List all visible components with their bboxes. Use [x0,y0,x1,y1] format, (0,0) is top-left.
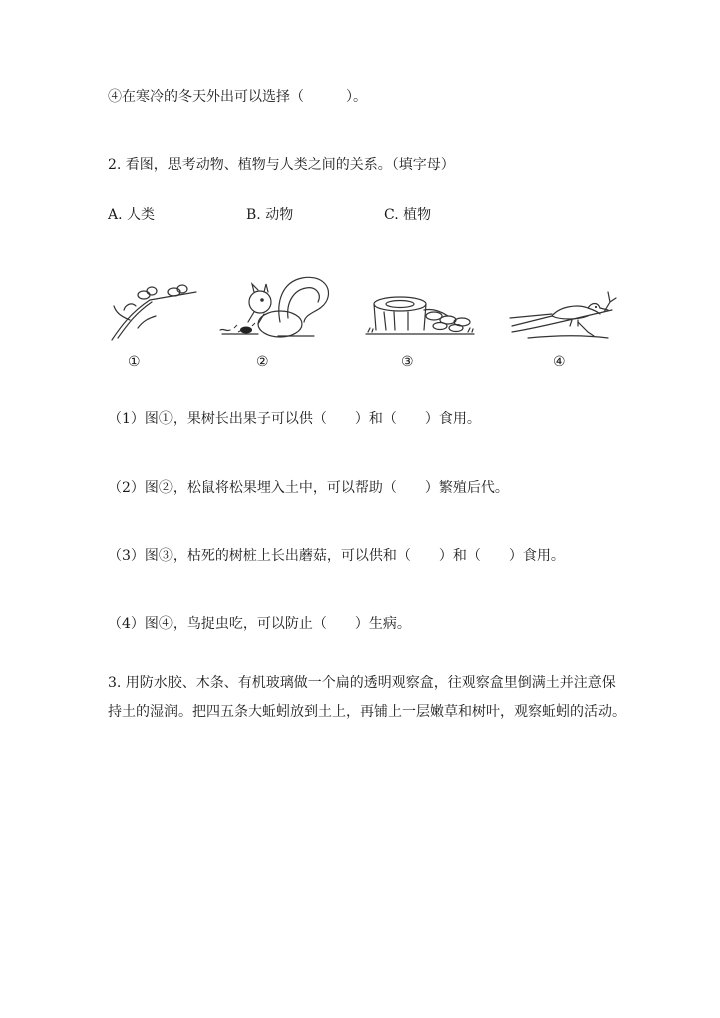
option-a: A. 人类 [108,207,156,223]
question-3-paragraph: 3. 用防水胶、木条、有机玻璃做一个扁的透明观察盒，往观察盒里倒满土并注意保持土的湿润。把四五条大蚯蚓放到土上，再铺上一层嫩草和树叶，观察蚯蚓的活动。 [108,675,626,720]
figure-label-1: ① [128,354,141,370]
subquestion-4: （4）图④，鸟捉虫吃，可以防止（ ）生病。 [108,616,411,632]
option-b: B. 动物 [246,207,294,223]
bird-on-branch-icon [508,288,618,343]
question-2-prompt: 2. 看图，思考动物、植物与人类之间的关系。（填字母） [108,157,455,173]
tree-stump-mushroom-icon [364,290,484,342]
subquestion-2: （2）图②，松鼠将松果埋入土中，可以帮助（ ）繁殖后代。 [108,480,509,496]
figure-label-2: ② [256,354,269,370]
subquestion-3: （3）图③，枯死的树桩上长出蘑菇，可以供和（ ）和（ ）食用。 [108,548,565,564]
question-2-options [108,205,508,225]
subquestion-1: （1）图①，果树长出果子可以供（ ）和（ ）食用。 [108,411,481,427]
squirrel-icon [218,272,338,344]
option-c: C. 植物 [384,207,432,223]
figure-label-4: ④ [553,354,566,370]
figure-label-3: ③ [401,354,414,370]
fruit-branch-icon [110,280,200,345]
question-1-item-4: ④在寒冷的冬天外出可以选择（ ）。 [108,89,367,105]
